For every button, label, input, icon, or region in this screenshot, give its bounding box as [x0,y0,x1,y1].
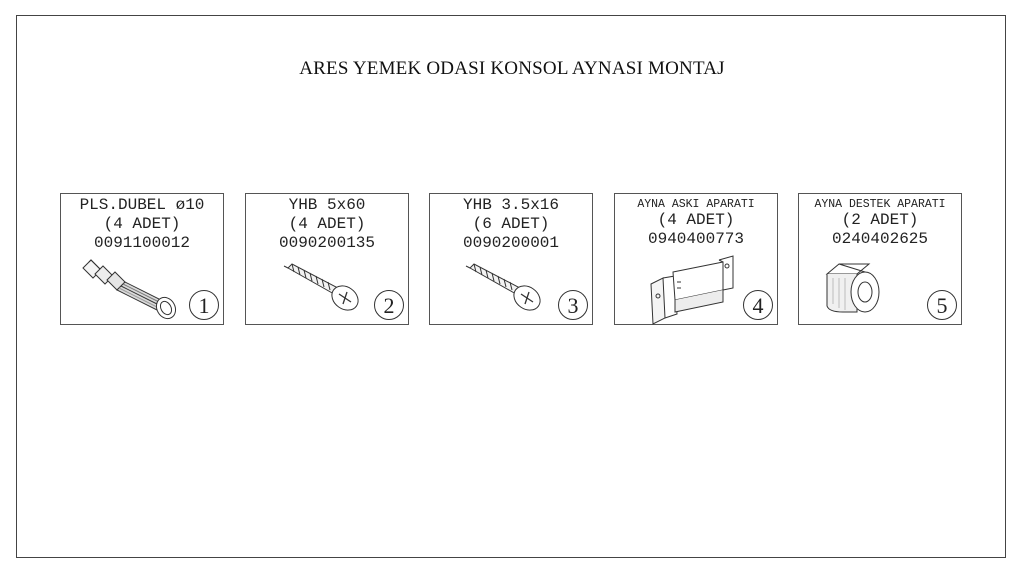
part-code: 0090200001 [462,234,559,252]
part-number-badge: 3 [558,290,588,320]
part-name: PLS.DUBEL ø10 [79,196,205,214]
part-quantity: (4 ADET) [103,215,181,233]
part-name: AYNA ASKI APARATI [637,198,755,211]
part-name: YHB 5x60 [288,196,366,214]
part-card-2 [245,193,409,325]
part-code: 0240402625 [831,230,928,248]
part-code: 0090200135 [278,234,375,252]
part-name: YHB 3.5x16 [462,196,559,214]
part-card-5 [798,193,962,325]
part-quantity: (4 ADET) [657,211,735,229]
part-card-4 [614,193,778,325]
part-number-badge: 2 [374,290,404,320]
part-quantity: (2 ADET) [841,211,919,229]
part-code: 0940400773 [647,230,744,248]
page-title: ARES YEMEK ODASI KONSOL AYNASI MONTAJ [299,58,725,79]
part-number-badge: 4 [743,290,773,320]
part-code: 0091100012 [93,234,190,252]
part-name: AYNA DESTEK APARATI [814,198,946,211]
part-card-1 [60,193,224,325]
part-number-badge: 1 [189,290,219,320]
part-quantity: (4 ADET) [288,215,366,233]
part-number-badge: 5 [927,290,957,320]
part-card-3 [429,193,593,325]
part-quantity: (6 ADET) [472,215,550,233]
